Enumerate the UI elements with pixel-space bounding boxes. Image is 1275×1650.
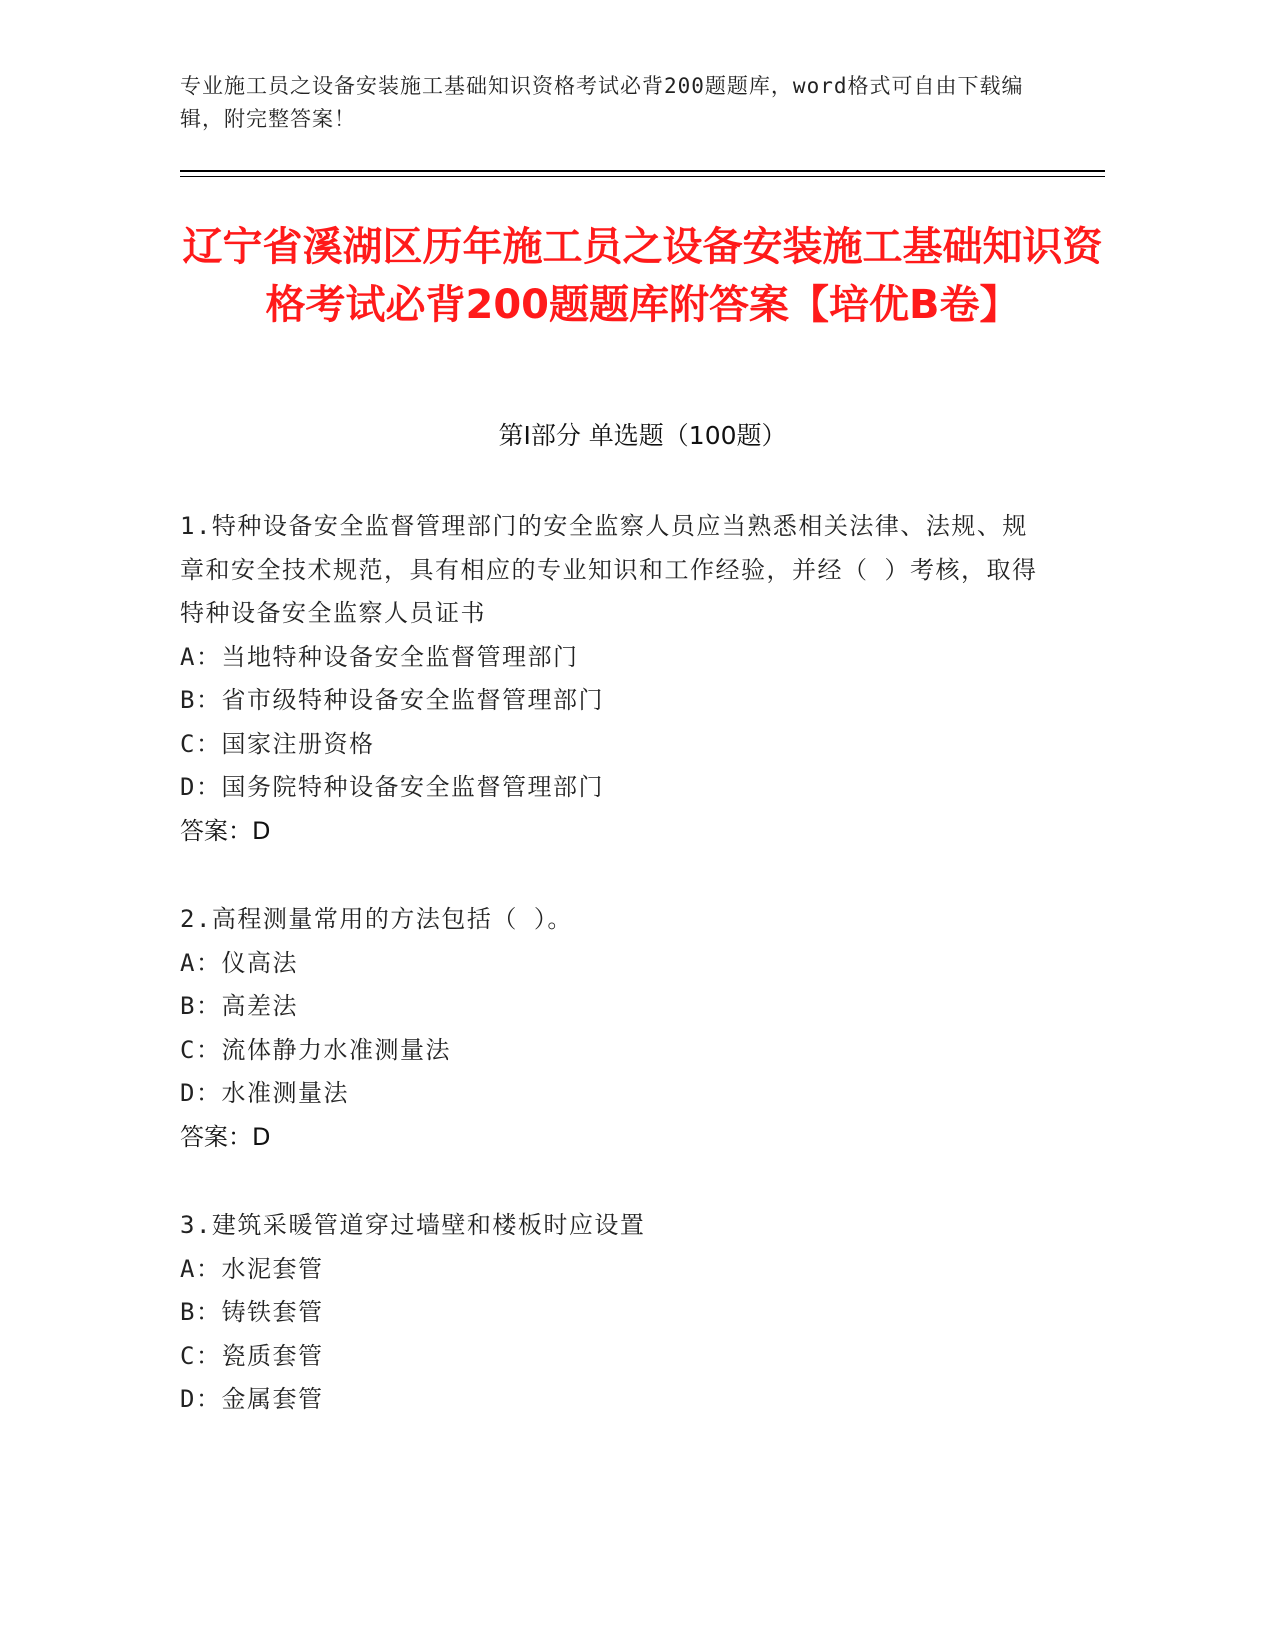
- option-c: C：国家注册资格: [180, 729, 375, 758]
- question-stem: 3.建筑采暖管道穿过墙壁和楼板时应设置: [180, 1211, 646, 1239]
- option-c: C：流体静力水准测量法: [180, 1035, 451, 1064]
- document-title: 辽宁省溪湖区历年施工员之设备安装施工基础知识资格考试必背200题题库附答案【培优B卷】: [182, 224, 1103, 328]
- option-d: D：国务院特种设备安全监督管理部门: [180, 773, 604, 801]
- header-rule-thick: [180, 170, 1105, 172]
- answer: 答案：D: [180, 1122, 271, 1151]
- option-a: A：仪高法: [180, 948, 298, 977]
- question-1: [180, 505, 1040, 853]
- answer: 答案：D: [180, 816, 271, 845]
- option-d: D：水准测量法: [180, 1079, 349, 1107]
- header-rule-thin: [180, 176, 1105, 177]
- section-title: 第Ⅰ部分 单选题（100题）: [498, 421, 787, 450]
- question-3: [180, 1204, 1040, 1422]
- option-b: B：省市级特种设备安全监督管理部门: [180, 686, 604, 714]
- question-2: [180, 898, 1040, 1159]
- question-stem: 1.特种设备安全监督管理部门的安全监察人员应当熟悉相关法律、法规、规章和安全技术规范，具有相应的专业知识和工作经验，并经（ ）考核，取得特种设备安全监察人员证书: [180, 512, 1038, 627]
- option-b: B：铸铁套管: [180, 1298, 324, 1326]
- question-stem: 2.高程测量常用的方法包括（ ）。: [180, 905, 573, 933]
- option-a: A：水泥套管: [180, 1254, 324, 1283]
- option-c: C：瓷质套管: [180, 1341, 324, 1370]
- question-list: [180, 505, 1040, 1467]
- option-d: D：金属套管: [180, 1385, 324, 1413]
- option-a: A：当地特种设备安全监督管理部门: [180, 642, 579, 671]
- header-note: 专业施工员之设备安装施工基础知识资格考试必背200题题库，word格式可自由下载编辑，附完整答案！: [180, 74, 1024, 131]
- option-b: B：高差法: [180, 992, 298, 1020]
